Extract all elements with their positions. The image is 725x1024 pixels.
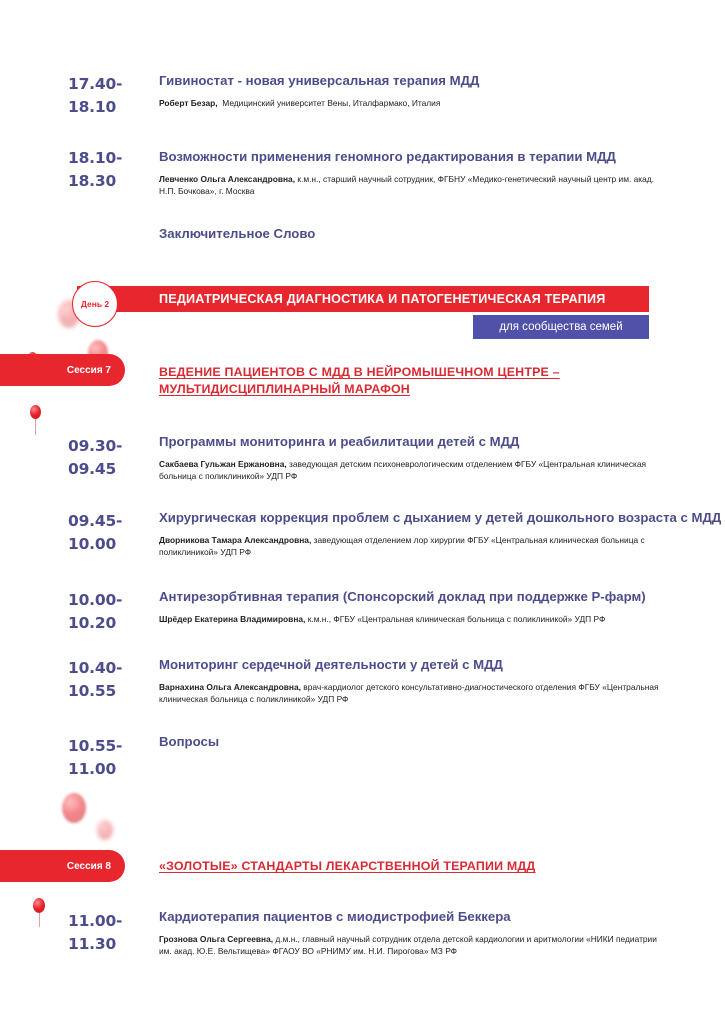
- speaker-affiliation: заведующая отделением лор хирургии ФГБУ «Центральная клиническая больница с поликлиникой» УДП РФ: [159, 535, 645, 557]
- talk-title: Мониторинг сердечной деятельности у детей с МДД: [159, 657, 503, 672]
- speaker-info: [159, 614, 659, 626]
- speaker-name: Шрёдер Екатерина Владимировна,: [159, 614, 306, 624]
- time-slot: 09.45- 10.00: [68, 512, 123, 553]
- speaker-info: [159, 682, 659, 705]
- talk-title: Возможности применения геномного редактирования в терапии МДД: [159, 149, 616, 164]
- session-tab: Сессия 8: [0, 850, 125, 882]
- speaker-info: [159, 934, 659, 957]
- speaker-affiliation: Медицинский университет Вены, Италфармако, Италия: [222, 98, 441, 108]
- balloon-decoration: [33, 898, 45, 913]
- time-slot: 18.10- 18.30: [68, 149, 123, 190]
- talk-title: Хирургическая коррекция проблем с дыханием у детей дошкольного возраста с МДД: [159, 510, 722, 525]
- day-badge: День 2: [72, 281, 118, 327]
- speaker-info: [159, 98, 659, 110]
- speaker-info: [159, 535, 659, 558]
- session-tab: Сессия 7: [0, 354, 125, 386]
- time-slot: 17.40- 18.10: [68, 75, 123, 116]
- talk-title: Антирезорбтивная терапия (Спонсорский доклад при поддержке Р-фарм): [159, 589, 646, 604]
- balloon-decoration: [62, 793, 86, 823]
- time-slot: 10.55- 11.00: [68, 737, 123, 778]
- speaker-affiliation: заведующая детским психоневрологическим отделением ФГБУ «Центральная клиническая больница с поликлиникой» УДП РФ: [159, 459, 647, 481]
- session-title: ВЕДЕНИЕ ПАЦИЕНТОВ С МДД В НЕЙРОМЫШЕЧНОМ ЦЕНТРЕ – МУЛЬТИДИСЦИПЛИНАРНЫЙ МАРАФОН: [159, 365, 560, 396]
- time-slot: 10.00- 10.20: [68, 591, 123, 632]
- audience-badge: для сообщества семей: [473, 315, 649, 339]
- speaker-name: Дворникова Тамара Александровна,: [159, 535, 312, 545]
- speaker-affiliation: врач-кардиолог детского консультативно-диагностического отделения ФГБУ «Центральная клиническая больница с поликлиникой» УДП РФ: [159, 682, 659, 704]
- speaker-name: Варнахина Ольга Александровна,: [159, 682, 301, 692]
- speaker-info: [159, 174, 659, 197]
- speaker-affiliation: д.м.н., главный научный сотрудник отдела детской кардиологии и аритмологии «НИКИ педиатрии им. акад. Ю.Е. Вельтищева» ФГАОУ ВО «РНИМУ им. Н.И. Пирогова» МЗ РФ: [159, 934, 657, 956]
- talk-title: Кардиотерапия пациентов с миодистрофией Беккера: [159, 909, 511, 924]
- balloon-decoration: [97, 820, 113, 840]
- time-slot: 11.00- 11.30: [68, 912, 123, 953]
- time-slot: 10.40- 10.55: [68, 659, 123, 700]
- speaker-name: Грознова Ольга Сергеевна,: [159, 934, 274, 944]
- speaker-name: Роберт Безар,: [159, 98, 218, 108]
- speaker-affiliation: к.м.н., ФГБУ «Центральная клиническая больница с поликлиникой» УДП РФ: [307, 614, 606, 624]
- talk-title: Вопросы: [159, 734, 220, 749]
- day-title: ПЕДИАТРИЧЕСКАЯ ДИАГНОСТИКА И ПАТОГЕНЕТИЧЕСКАЯ ТЕРАПИЯ: [159, 292, 606, 306]
- talk-title: Гивиностат - новая универсальная терапия МДД: [159, 73, 480, 88]
- session-title: «ЗОЛОТЫЕ» СТАНДАРТЫ ЛЕКАРСТВЕННОЙ ТЕРАПИИ МДД: [159, 859, 536, 873]
- balloon-decoration: [30, 405, 41, 419]
- closing-remarks: Заключительное Слово: [159, 226, 316, 241]
- speaker-affiliation: к.м.н., старший научный сотрудник, ФГБНУ «Медико-генетический научный центр им. акад. Н.П. Бочкова», г. Москва: [159, 174, 654, 196]
- speaker-info: [159, 459, 659, 482]
- speaker-name: Сакбаева Гульжан Ержановна,: [159, 459, 287, 469]
- talk-title: Программы мониторинга и реабилитации детей с МДД: [159, 434, 520, 449]
- time-slot: 09.30- 09.45: [68, 437, 123, 478]
- balloon-string: [39, 913, 40, 927]
- balloon-string: [35, 419, 36, 435]
- speaker-name: Левченко Ольга Александровна,: [159, 174, 296, 184]
